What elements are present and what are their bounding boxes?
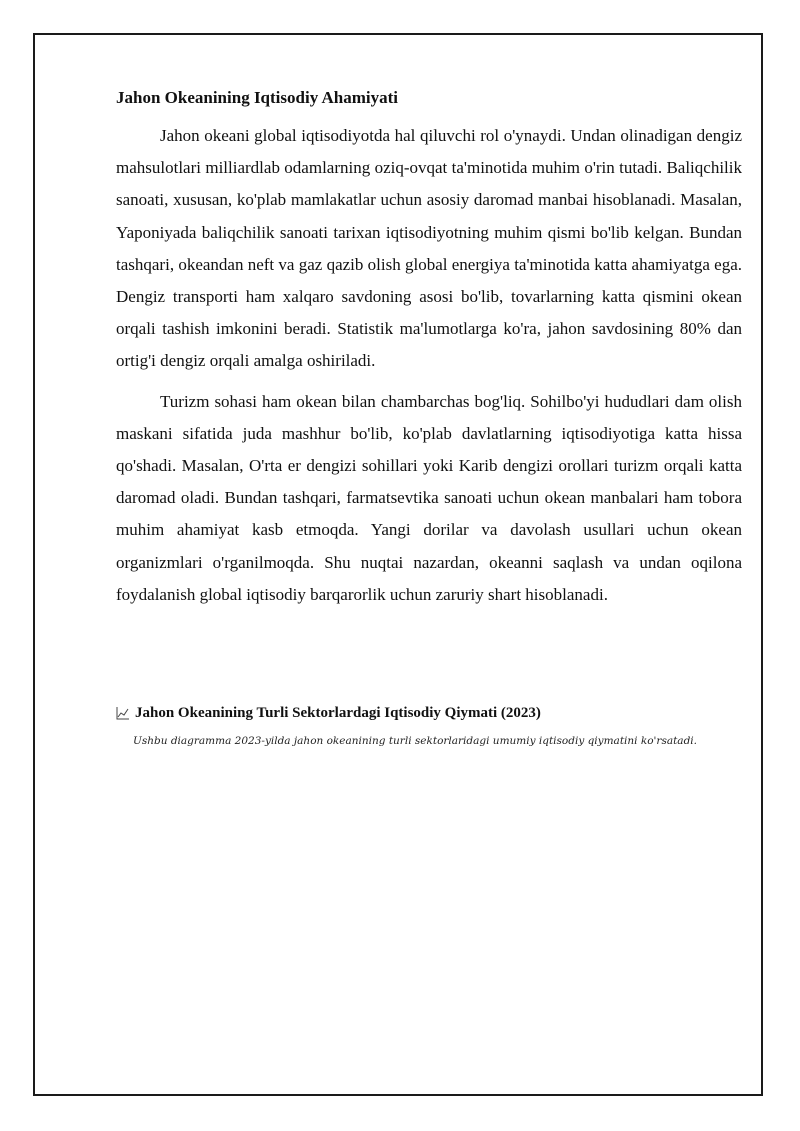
chart-line-icon [116, 706, 130, 720]
figure-caption [116, 703, 756, 723]
section-heading: Jahon Okeanining Iqtisodiy Ahamiyati [116, 88, 399, 107]
paragraph-1: Jahon okeani global iqtisodiyotda hal qiluvchi rol o'ynaydi. Undan olinadigan dengiz mahsulotlari milliardlab odamlarning oziq-ovqat ta'minotida muhim o'rin tutadi. Baliqchilik sanoati, xususan, ko'plab mamlakatlar uchun asosiy daromad manbai hisoblanadi. Masalan, Yaponiyada baliqchilik sanoati tarixan iqtisodiyotning muhim qismi bo'lib kelgan. Bundan tashqari, okeandan neft va gaz qazib olish global energiya ta'minotida katta ahamiyatga ega. Dengiz transporti ham xalqaro savdoning asosi bo'lib, tovarlarning katta qismini okean orqali tashish imkonini beradi. Statistik ma'lumotlarga ko'ra, jahon savdosining 80% dan ortig'i dengiz orqali amalga oshiriladi. [116, 126, 742, 371]
document-body [116, 86, 742, 619]
paragraph-2: Turizm sohasi ham okean bilan chambarchas bog'liq. Sohilbo'yi hududlari dam olish maskani sifatida juda mashhur bo'lib, ko'plab davlatlarning iqtisodiyotiga katta hissa qo'shadi. Masalan, O'rta er dengizi sohillari yoki Karib dengizi orollari turizm orqali katta daromad oladi. Bundan tashqari, farmatsevtika sanoati uchun okean manbalari ham tobora muhim ahamiyat kasb etmoqda. Yangi dorilar va davolash usullari uchun okean organizmlari o'rganilmoqda. Shu nuqtai nazardan, okeanni saqlash va undan oqilona foydalanish global iqtisodiy barqarorlik uchun zaruriy shart hisoblanadi. [116, 391, 742, 604]
figure-caption-text: Jahon Okeanining Turli Sektorlardagi Iqtisodiy Qiymati (2023) [135, 705, 541, 721]
figure-description: Ushbu diagramma 2023-yilda jahon okeanining turli sektorlaridagi umumiy iqtisodiy qiymatini ko'rsatadi. [133, 735, 697, 747]
